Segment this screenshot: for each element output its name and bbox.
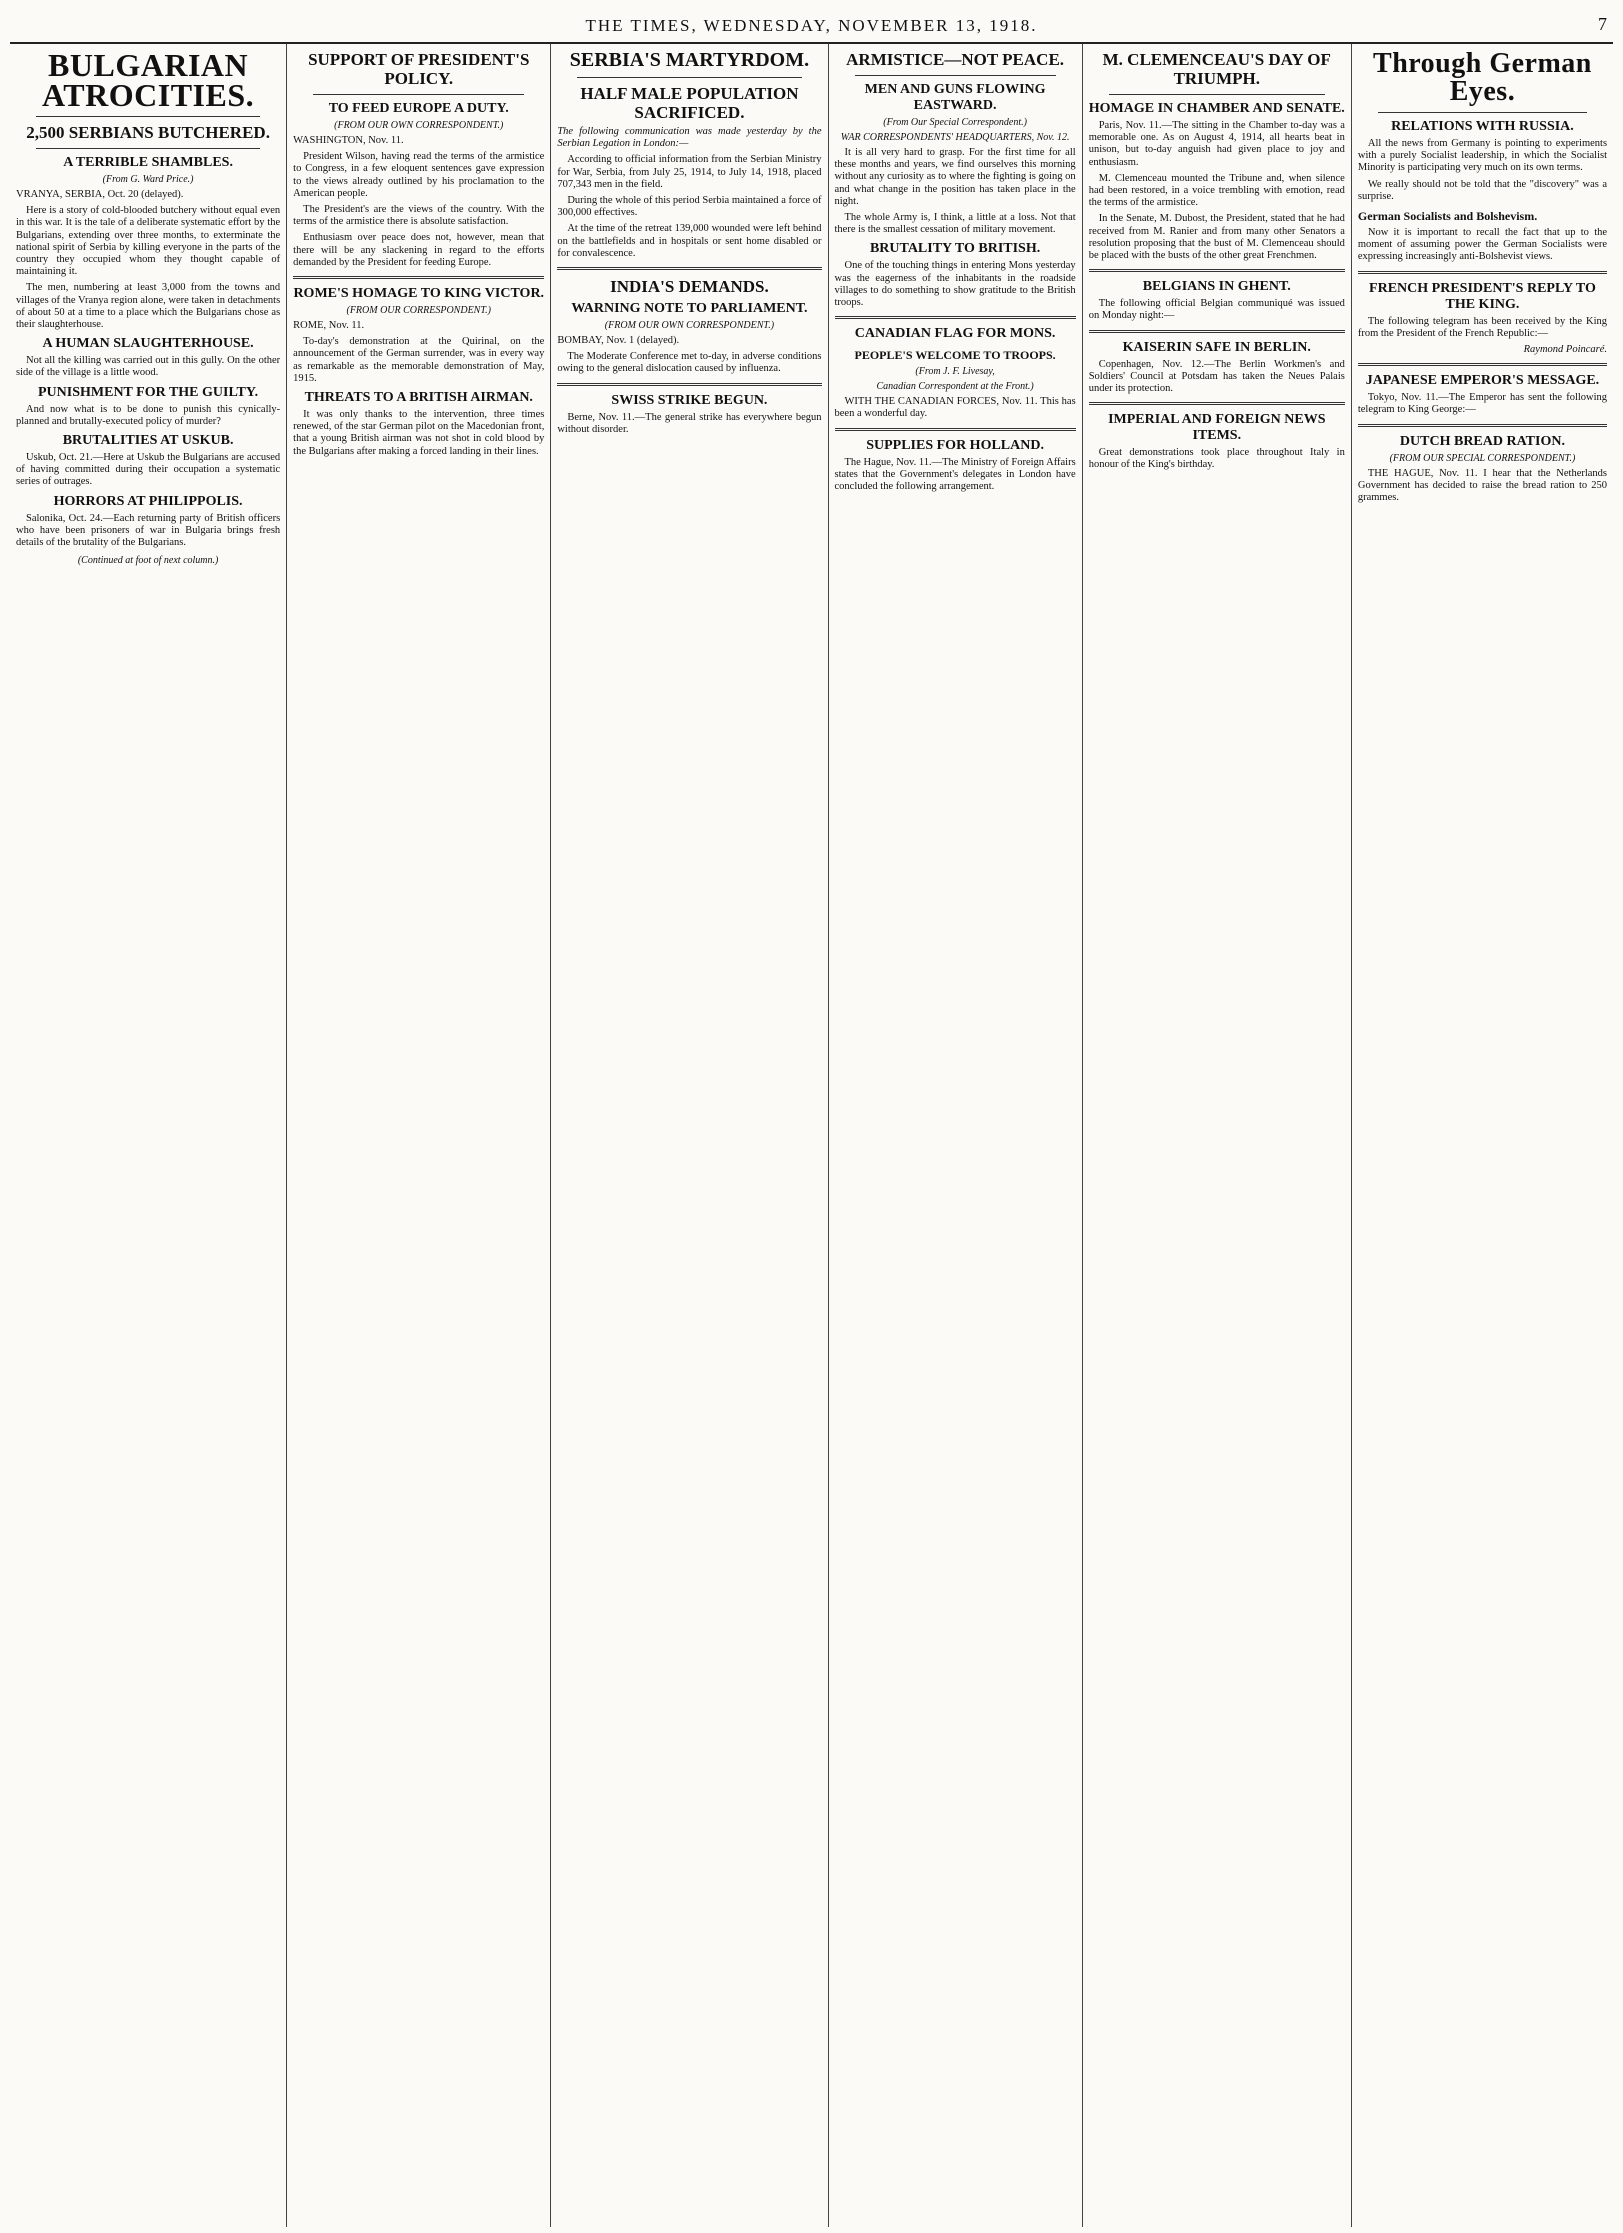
subhead: WARNING NOTE TO PARLIAMENT. [571,301,808,317]
headline: SUPPLIES FOR HOLLAND. [866,437,1044,453]
section-heading: A HUMAN SLAUGHTERHOUSE. [42,336,254,352]
source-line: WAR CORRESPONDENTS' HEADQUARTERS, Nov. 12. [840,132,1070,143]
source-line: (FROM OUR SPECIAL CORRESPONDENT.) [1389,452,1576,464]
divider [36,148,260,149]
source-line: (FROM OUR OWN CORRESPONDENT.) [604,320,775,332]
article-paragraph: The President's are the views of the country. With the terms of the armistice there is absolute satisfaction. [293,204,545,228]
subhead: PEOPLE'S WELCOME TO TROOPS. [854,348,1056,363]
headline: M. CLEMENCEAU'S DAY OF TRIUMPH. [1102,50,1331,88]
subhead: HOMAGE IN CHAMBER AND SENATE. [1088,101,1345,116]
section-heading: HORRORS AT PHILIPPOLIS. [53,493,243,509]
dateline: BOMBAY, Nov. 1 (delayed). [557,335,680,347]
article-paragraph: During the whole of this period Serbia maintained a force of 300,000 effectives. [557,195,822,219]
column-through-german-eyes [1352,44,1613,2227]
divider [855,75,1056,76]
section-heading: German Socialists and Bolshevism. [1357,209,1538,224]
article-paragraph: Great demonstrations took place throughout Italy in honour of the King's birthday. [1088,447,1345,471]
divider [1089,402,1345,405]
divider [1358,363,1607,366]
masthead-title: THE TIMES, WEDNESDAY, NOVEMBER 13, 1918. [585,16,1038,35]
headline: INDIA'S DEMANDS. [610,277,769,297]
column-serbias-martyrdom [551,44,828,2227]
headline: DUTCH BREAD RATION. [1399,433,1565,449]
headline: Through German Eyes. [1373,48,1592,107]
article-paragraph: Not all the killing was carried out in this gully. On the other side of the village is a little wood. [16,355,281,379]
divider [1089,269,1345,272]
divider [1358,271,1607,274]
article-paragraph: Uskub, Oct. 21.—Here at Uskub the Bulgarians are accused of having committed during their occupation a systematic series of outrages. [16,452,281,488]
headline: SERBIA'S MARTYRDOM. [569,49,810,71]
columns [10,44,1613,2227]
subhead: A TERRIBLE SHAMBLES. [63,155,233,170]
article-paragraph: To-day's demonstration at the Quirinal, on the announcement of the German surrender, was in every way as remarkable as the memorable demonstration of May, 1915. [293,336,545,384]
dateline: WASHINGTON, Nov. 11. [293,135,404,146]
article-paragraph: And now what is to be done to punish this cynically-planned and brutally-executed policy of murder? [16,403,281,427]
article-paragraph: The following telegram has been received by the King from the President of the French Republic:— [1357,315,1608,339]
headline: SUPPORT OF PRESIDENT'S POLICY. [308,50,530,88]
column-presidents-policy [287,44,551,2227]
subhead: HALF MALE POPULATION SACRIFICED. [580,84,799,122]
article-paragraph: Here is a story of cold-blooded butchery without equal even in this war. It is the tale of a deliberate systematic effort by the Bulgarians, extending over three months, to exterminate the national spirit of Serbia by killing everyone in the parts of the country they occupied whom they thought capable of maintaining it. [16,205,281,278]
subhead: RELATIONS WITH RUSSIA. [1391,119,1574,134]
dateline: VRANYA, SERBIA, Oct. 20 (delayed). [16,189,184,200]
article-paragraph: All the news from Germany is pointing to experiments with a purely Socialist leadership, in which the Socialist Minority is participating very much on its own terms. [1357,138,1608,174]
byline: (From G. Ward Price.) [102,174,194,185]
article-paragraph: It was only thanks to the intervention, three times renewed, of the star German pilot on the Macedonian front, that a young British airman was not shot in cold blood by the Bulgarians after making a forced landing in their lines. [293,409,545,457]
article-paragraph: At the time of the retreat 139,000 wounded were left behind on the battlefields and in hospitals or sent home disabled or for convalescence. [557,223,822,259]
source-line: (From Our Special Correspondent.) [883,117,1027,128]
article-paragraph: Tokyo, Nov. 11.—The Emperor has sent the following telegram to King George:— [1357,392,1608,416]
article-paragraph: The Moderate Conference met to-day, in adverse conditions owing to the general dislocation caused by influenza. [557,351,822,375]
byline: (From J. F. Livesay, [915,366,995,378]
article-paragraph: Copenhagen, Nov. 12.—The Berlin Workmen's and Soldiers' Council at Potsdam has taken the Neues Palais under its protection. [1088,358,1345,395]
headline: KAISERIN SAFE IN BERLIN. [1122,339,1311,355]
divider [577,77,801,78]
headline: SWISS STRIKE BEGUN. [611,392,768,408]
article-paragraph: One of the touching things in entering Mons yesterday was the eagerness of the inhabitants in the roadside villages to do something to show gratitude to the British troops. [834,260,1076,309]
column-clemenceau [1083,44,1352,2227]
dateline: ROME, Nov. 11. [293,320,365,332]
headline: BULGARIAN ATROCITIES. [42,47,255,113]
headline: ARMISTICE—NOT PEACE. [846,50,1065,69]
divider [557,383,821,386]
article-paragraph: Now it is important to recall the fact that up to the moment of assuming power the German Socialists were expressing increasingly anti-Bolshevist views. [1357,227,1608,263]
headline: CANADIAN FLAG FOR MONS. [854,326,1056,342]
divider [557,267,821,270]
column-bulgarian-atrocities [10,44,287,2227]
article-paragraph: M. Clemenceau mounted the Tribune and, when silence had been restored, in a voice trembling with emotion, read the terms of the armistice. [1088,172,1345,209]
divider [293,276,544,279]
section-heading: BRUTALITY TO BRITISH. [869,241,1041,257]
article-paragraph: Salonika, Oct. 24.—Each returning party of British officers who have been prisoners of war in Bulgaria brings fresh details of the brutality of the Bulgarians. [16,512,281,549]
article-paragraph: In the Senate, M. Dubost, the President, stated that he had received from M. Ranier and from many other Senators a resolution proposing that the bust of M. Clemenceau should be placed with the busts of the other great Frenchmen. [1088,213,1345,262]
source-line: (FROM OUR CORRESPONDENT.) [346,305,492,317]
source-line: (FROM OUR OWN CORRESPONDENT.) [334,120,504,131]
headline: ROME'S HOMAGE TO KING VICTOR. [293,286,545,302]
divider [1358,424,1607,427]
headline: FRENCH PRESIDENT'S REPLY TO THE KING. [1369,280,1596,312]
divider [313,94,524,95]
signature: Raymond Poincaré. [1523,344,1608,356]
article-paragraph: The whole Army is, I think, a little at a loss. Not that there is the smallest cessation of military movement. [834,212,1076,236]
article-paragraph: Enthusiasm over peace does not, however, mean that there will be any slackening in regard to the efforts demanded by the President for feeding Europe. [293,232,545,268]
subhead: 2,500 SERBIANS BUTCHERED. [26,123,270,142]
divider [835,316,1076,319]
article-paragraph: According to official information from the Serbian Ministry for War, Serbia, from July 25, 1914, to July 14, 1918, placed 707,343 men in the field. [557,154,822,190]
intro-line: The following communication was made yesterday by the Serbian Legation in London:— [557,126,822,150]
headline: BELGIANS IN GHENT. [1142,279,1291,295]
source-line: Canadian Correspondent at the Front.) [876,381,1034,393]
article-paragraph: WITH THE CANADIAN FORCES, Nov. 11. This has been a wonderful day. [834,396,1076,420]
divider [1378,112,1587,113]
masthead [10,8,1613,44]
divider [1089,330,1345,333]
divider [835,428,1076,431]
section-heading: PUNISHMENT FOR THE GUILTY. [38,384,259,400]
headline: JAPANESE EMPEROR'S MESSAGE. [1365,373,1600,389]
article-paragraph: We really should not be told that the "discovery" was a surprise. [1357,178,1608,202]
page-number: 7 [1598,14,1607,34]
article-paragraph: The Hague, Nov. 11.—The Ministry of Foreign Affairs states that the Government's delegates in London have concluded the following arrangement. [834,456,1076,493]
subhead: TO FEED EUROPE A DUTY. [328,101,509,116]
subhead: MEN AND GUNS FLOWING EASTWARD. [864,82,1046,113]
section-heading: BRUTALITIES AT USKUB. [62,433,234,449]
column-armistice [829,44,1083,2227]
divider [1109,94,1325,95]
article-paragraph: THE HAGUE, Nov. 11. I hear that the Netherlands Government has decided to raise the bread ration to 250 grammes. [1357,467,1608,504]
headline: IMPERIAL AND FOREIGN NEWS ITEMS. [1108,412,1326,444]
article-paragraph: It is all very hard to grasp. For the first time for all these months and years, we find ourselves this morning without any curiosity as to where the fighting is going on and what change in the position has taken place in the night. [834,147,1076,207]
article-paragraph: Paris, Nov. 11.—The sitting in the Chamber to-day was a memorable one. As on August 4, 1914, all hearts beat in unison, but to-day anguish had given place to joy and enthusiasm. [1088,120,1345,168]
article-paragraph: President Wilson, having read the terms of the armistice to Congress, in a few eloquent sentences gave expression to the views already outlined by his proclamation to the American people. [293,151,545,199]
section-heading: THREATS TO A BRITISH AIRMAN. [304,390,533,406]
continuation-note: (Continued at foot of next column.) [77,555,219,567]
divider [36,116,260,117]
article-paragraph: The men, numbering at least 3,000 from the towns and villages of the Vranya region alone, were taken in detachments of about 50 at a time to a place which the Bulgarians chose as their slaughterhouse. [16,282,281,331]
article-paragraph: The following official Belgian communiqué was issued on Monday night:— [1088,298,1345,322]
article-paragraph: Berne, Nov. 11.—The general strike has everywhere begun without disorder. [557,411,822,435]
